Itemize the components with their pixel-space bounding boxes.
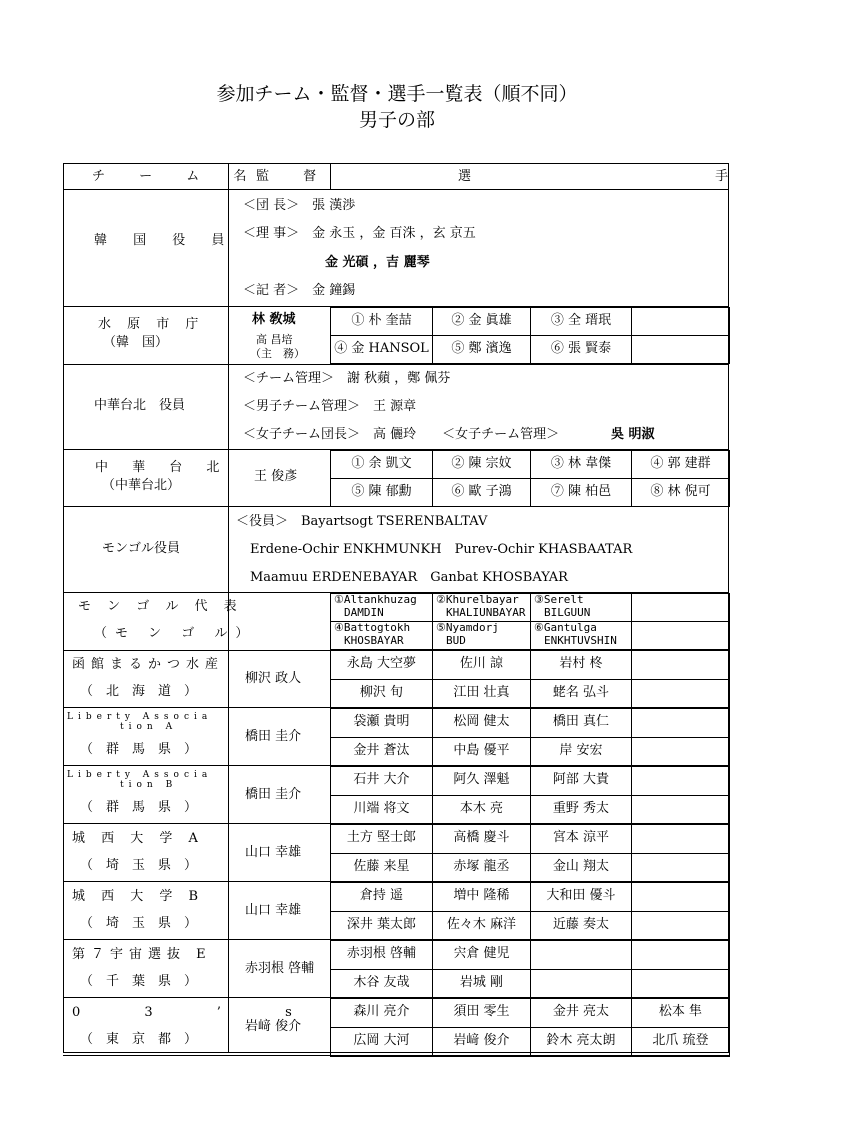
player-cell	[631, 940, 730, 970]
player-name: 鈴木 亮太朗	[546, 1033, 616, 1048]
player-name: 橋田 真仁	[552, 714, 610, 729]
team-coach: 山口 幸雄	[245, 845, 302, 860]
player-name: 赤塚 龍丞	[453, 859, 510, 874]
suwon-manager: 高 昌培	[256, 333, 293, 346]
player-name: ⑥ 張 賢泰	[550, 340, 612, 356]
korea-line4: ＜記 者＞ 金 鐘錫	[243, 283, 356, 298]
mongol-line3: Maamuu ERDENEBAYAR Ganbat KHOSBAYAR	[250, 570, 568, 585]
divider	[63, 189, 729, 190]
player-cell	[530, 969, 632, 999]
team-region: （ 埼 玉 県 ）	[80, 916, 198, 931]
header-team: チ ー ム 名	[92, 169, 262, 184]
team-coach: 橋田 圭介	[245, 787, 302, 802]
player-name: 岸 安宏	[559, 743, 603, 758]
player-given-name: ④Battogtokh	[334, 621, 411, 634]
player-name: 佐藤 来星	[353, 859, 410, 874]
player-name: ② 金 眞雄	[451, 312, 512, 328]
player-name: ④ 郭 建群	[650, 455, 711, 471]
team-region: （ 千 葉 県 ）	[80, 974, 198, 989]
player-name: ⑤ 陳 郁勳	[351, 483, 412, 499]
player-name: ① 朴 奎喆	[351, 312, 412, 328]
team-name: 函館まるかつ水産	[72, 657, 225, 672]
player-given-name: ①Altankhuzag	[334, 593, 417, 606]
team-region: （ 埼 玉 県 ）	[80, 858, 198, 873]
korea-line2: ＜理 事＞ 金 永玉 ，金 百洙 ，玄 京五	[243, 226, 476, 241]
player-name: 大和田 優斗	[546, 888, 616, 903]
player-given-name: ③Serelt	[534, 593, 584, 606]
team-name: 0 3 ’ s	[72, 1005, 322, 1020]
player-name: 永島 大空夢	[346, 656, 417, 671]
team-name: 城 西 大 学 A	[72, 831, 204, 846]
player-name: ⑧ 林 倪可	[650, 483, 711, 499]
team-name-cont: tion B	[120, 780, 178, 790]
team-name-cont: tion A	[120, 722, 178, 732]
taipei-line3-name: 吳 明淑	[611, 427, 655, 442]
player-name: 高橋 慶斗	[453, 830, 510, 845]
player-name: 宮本 涼平	[552, 830, 610, 845]
player-name: 松岡 健太	[453, 714, 510, 729]
page-subtitle: 男子の部	[358, 109, 435, 131]
team-region: （ 群 馬 県 ）	[80, 800, 198, 815]
mongol-line1: ＜役員＞ Bayartsogt TSERENBALTAV	[236, 514, 488, 529]
player-name: 倉持 遥	[359, 888, 404, 903]
player-name: 岩城 剛	[459, 975, 504, 990]
korea-line1: ＜団 長＞ 張 漢渉	[243, 198, 356, 213]
player-name: 土方 堅士郎	[346, 830, 417, 845]
team-name: Liberty Associa	[67, 712, 213, 722]
player-name: ⑤ 鄭 濱逸	[451, 340, 512, 356]
player-family-name: BILGUUN	[544, 606, 591, 619]
team-coach: 橋田 圭介	[245, 729, 302, 744]
player-name: 岩村 柊	[559, 656, 603, 671]
player-family-name: DAMDIN	[344, 606, 384, 619]
taipei-line2: ＜男子チーム管理＞ 王 源章	[243, 399, 417, 414]
player-name: ③ 全 瑨珉	[550, 312, 612, 328]
player-cell	[631, 650, 730, 680]
taipei-name: 中 華 台 北	[95, 460, 230, 475]
player-family-name: BUD	[446, 634, 466, 647]
header-coach: 監 督	[256, 169, 332, 184]
player-name: 柳沢 旬	[359, 685, 404, 700]
player-name: 森川 亮介	[353, 1004, 410, 1019]
player-cell	[530, 940, 632, 970]
player-name: 金井 亮太	[552, 1004, 610, 1019]
team-region: （ 群 馬 県 ）	[80, 742, 198, 757]
player-name: 広岡 大河	[353, 1033, 410, 1048]
player-cell	[631, 795, 730, 825]
player-name: 阿久 澤魁	[453, 772, 510, 787]
team-coach: 岩﨑 俊介	[245, 1019, 302, 1034]
team-coach: 赤羽根 啓輔	[245, 961, 315, 976]
divider	[63, 364, 729, 365]
player-name: 金山 翔太	[552, 859, 610, 874]
player-name: 増中 隆稀	[453, 888, 510, 903]
divider	[63, 506, 729, 507]
suwon-region: （韓 国）	[103, 335, 169, 350]
player-name: ④ 金 HANSOL	[334, 340, 429, 356]
mongol-line2: Erdene-Ochir ENKHMUNKH Purev-Ochir KHASBAATAR	[250, 542, 633, 557]
player-name: 蛯名 弘斗	[552, 685, 610, 700]
player-cell	[631, 766, 730, 796]
korea-line3: 金 光碩 ，吉 麗琴	[325, 255, 430, 270]
player-name: 宍倉 健児	[453, 946, 510, 961]
player-cell	[631, 708, 730, 738]
player-given-name: ⑤Nyamdorj	[436, 621, 499, 634]
player-name: 木谷 友哉	[353, 975, 410, 990]
suwon-coach: 林 敎城	[252, 312, 296, 327]
team-coach: 山口 幸雄	[245, 903, 302, 918]
player-name: 佐川 諒	[459, 656, 504, 671]
player-cell	[631, 969, 730, 999]
player-name: 阿部 大貴	[552, 772, 610, 787]
player-name: 近藤 奏太	[552, 917, 610, 932]
suwon-manager-role: （主 務）	[250, 347, 305, 360]
taipei-coach: 王 俊彥	[254, 469, 298, 484]
player-family-name: KHOSBAYAR	[344, 634, 404, 647]
player-family-name: KHALIUNBAYAR	[446, 606, 526, 619]
player-cell	[631, 335, 730, 364]
mongol-name: モ ン ゴ ル 代 表	[78, 599, 243, 614]
player-cell	[631, 882, 730, 912]
player-cell	[631, 679, 730, 709]
player-name: ⑥ 歐 子鴻	[451, 483, 512, 499]
mongol-region: （モ ン ゴ ル）	[94, 626, 257, 641]
taipei-region: （中華台北）	[102, 478, 181, 493]
taipei-officials-name: 中華台北 役員	[94, 398, 186, 413]
team-name: 城 西 大 学 B	[72, 889, 205, 904]
player-name: 本木 亮	[459, 801, 504, 816]
taipei-line3: ＜女子チーム団長＞ 高 儷玲 ＜女子チーム管理＞	[243, 427, 560, 442]
player-name: 金井 蒼汰	[353, 743, 410, 758]
page-title: 参加チーム・監督・選手一覧表（順不同）	[216, 83, 578, 105]
taipei-line1: ＜チーム管理＞ 謝 秋蘋 ，鄭 佩芬	[243, 371, 451, 386]
header-players: 選 手	[458, 169, 848, 184]
player-name: 江田 壮真	[453, 685, 510, 700]
player-name: 中島 優平	[453, 743, 510, 758]
player-cell	[631, 621, 730, 650]
player-cell	[631, 824, 730, 854]
team-region: （ 北 海 道 ）	[80, 684, 198, 699]
divider	[63, 1055, 729, 1056]
team-name: 第７宇宙選抜 E	[72, 947, 212, 962]
suwon-name: 水 原 市 庁	[98, 317, 205, 332]
player-cell	[631, 307, 730, 336]
team-name: Liberty Associa	[67, 770, 213, 780]
player-name: 石井 大介	[353, 772, 410, 787]
player-name: ⑦ 陳 柏邑	[550, 483, 612, 499]
player-name: 岩﨑 俊介	[453, 1033, 510, 1048]
player-name: 佐々木 麻洋	[446, 917, 517, 932]
player-given-name: ②Khurelbayar	[436, 593, 519, 606]
team-region: （ 東 京 都 ）	[80, 1032, 198, 1047]
player-name: ③ 林 韋傑	[550, 455, 612, 471]
player-given-name: ⑥Gantulga	[534, 621, 597, 634]
player-cell	[631, 853, 730, 883]
mongol-officials-name: モンゴル役員	[102, 541, 181, 556]
player-name: 松本 隼	[658, 1004, 703, 1019]
player-name: 重野 秀太	[552, 801, 610, 816]
player-cell	[631, 911, 730, 941]
player-name: ② 陳 宗妏	[451, 455, 512, 471]
player-family-name: ENKHTUVSHIN	[544, 634, 617, 647]
player-name: ① 余 凱文	[351, 455, 412, 471]
player-name: 赤羽根 啓輔	[346, 946, 417, 961]
player-name: 深井 葉太郎	[346, 917, 417, 932]
player-name: 須田 零生	[453, 1004, 510, 1019]
player-cell	[631, 737, 730, 767]
player-cell	[631, 593, 730, 622]
player-name: 北爪 琉登	[652, 1033, 709, 1048]
team-coach: 柳沢 政人	[245, 671, 302, 686]
korea-officials-name: 韓 国 役 員	[94, 233, 236, 248]
player-name: 袋瀬 貴明	[353, 714, 410, 729]
player-name: 川端 将文	[353, 801, 410, 816]
